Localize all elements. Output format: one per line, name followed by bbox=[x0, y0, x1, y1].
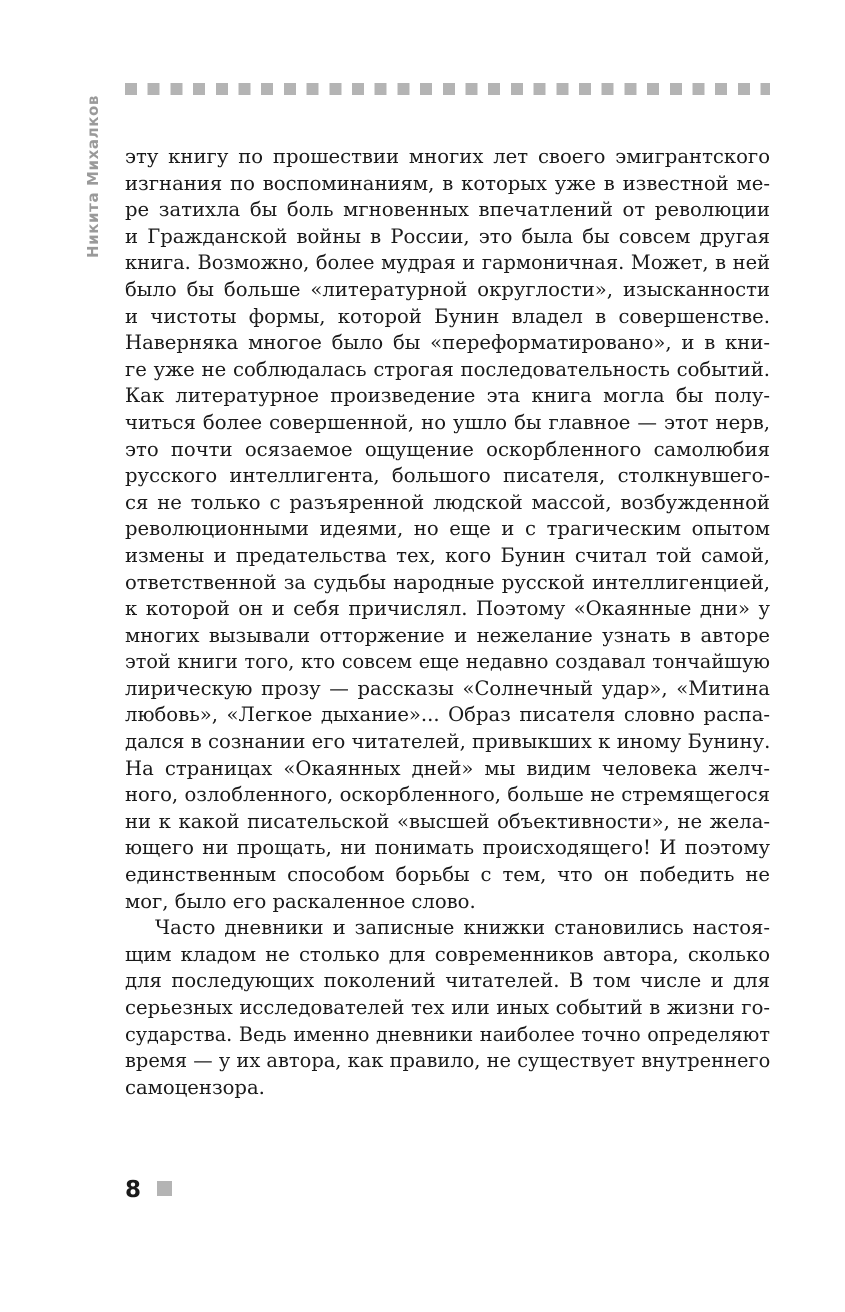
text-line: и Гражданской войны в России, это была бы совсем другая bbox=[125, 224, 770, 248]
paragraph bbox=[125, 144, 770, 915]
text-line: лирическую прозу — рассказы «Солнечный удар», «Митина bbox=[125, 676, 770, 700]
text-line: к которой он и себя причислял. Поэтому «Окаянные дни» у bbox=[125, 597, 770, 621]
text-line: изгнания по воспоминаниям, в которых уже в известной ме- bbox=[125, 171, 770, 195]
text-line: сударства. Ведь именно дневники наиболее точно определяют bbox=[125, 1022, 770, 1046]
text-line: и чистоты формы, которой Бунин владел в совершенстве. bbox=[125, 304, 770, 328]
text-line: Наверняка многое было бы «переформатировано», и в кни- bbox=[125, 331, 770, 355]
text-line: ни к какой писательской «высшей объективности», не жела- bbox=[125, 809, 770, 833]
paragraph bbox=[125, 915, 770, 1101]
text-line: ся не только с разъяренной людской массой, возбужденной bbox=[125, 490, 770, 514]
text-line: было бы больше «литературной округлости», изысканности bbox=[125, 277, 770, 301]
dotted-header-rule bbox=[125, 83, 770, 95]
text-line: единственным способом борьбы с тем, что он победить не bbox=[125, 863, 770, 887]
body-text bbox=[125, 144, 770, 1101]
text-line: ге уже не соблюдалась строгая последовательность событий. bbox=[125, 357, 770, 381]
text-line: серьезных исследователей тех или иных событий в жизни го- bbox=[125, 996, 770, 1019]
text-line: для последующих поколений читателей. В том числе и для bbox=[125, 969, 770, 993]
running-head-author: Никита Михалков bbox=[84, 95, 102, 258]
text-line: читься более совершенной, но ушло бы главное — этот нерв, bbox=[125, 410, 770, 434]
text-line: мог, было его раскаленное слово. bbox=[125, 889, 476, 913]
text-line: книга. Возможно, более мудрая и гармоничная. Может, в ней bbox=[125, 251, 770, 275]
text-line: революционными идеями, но еще и с трагическим опытом bbox=[125, 517, 770, 541]
text-line: На страницах «Окаянных дней» мы видим человека желч- bbox=[125, 756, 770, 780]
page-number: 8 bbox=[125, 1177, 142, 1203]
text-line: Часто дневники и записные книжки становились настоя- bbox=[155, 916, 770, 940]
text-line: эту книгу по прошествии многих лет своего эмигрантского bbox=[125, 145, 770, 168]
text-line: русского интеллигента, большого писателя, столкнувшего- bbox=[125, 464, 770, 488]
text-line: дался в сознании его читателей, привыкших к иному Бунину. bbox=[125, 730, 771, 754]
text-line: это почти осязаемое ощущение оскорбленного самолюбия bbox=[125, 437, 770, 461]
text-line: этой книги того, кто совсем еще недавно создавал тончайшую bbox=[125, 650, 770, 674]
text-line: ного, озлобленного, оскорбленного, больше не стремящегося bbox=[125, 783, 770, 807]
text-line: многих вызывали отторжение и нежелание узнать в авторе bbox=[125, 623, 770, 647]
folio-square-ornament bbox=[157, 1181, 172, 1196]
text-line: время — у их автора, как правило, не существует внутреннего bbox=[125, 1049, 771, 1073]
text-line: любовь», «Легкое дыхание»... Образ писателя словно распа- bbox=[125, 703, 770, 727]
text-line: самоцензора. bbox=[125, 1075, 265, 1099]
text-line: ре затихла бы боль мгновенных впечатлений от революции bbox=[125, 198, 770, 222]
text-line: измены и предательства тех, кого Бунин считал той самой, bbox=[125, 543, 770, 567]
text-line: Как литературное произведение эта книга могла бы полу- bbox=[125, 384, 770, 408]
text-line: ответственной за судьбы народные русской интеллигенцией, bbox=[125, 570, 770, 594]
text-line: щим кладом не столько для современников автора, сколько bbox=[125, 942, 770, 966]
text-line: ющего ни прощать, ни понимать происходящего! И поэтому bbox=[125, 836, 770, 860]
